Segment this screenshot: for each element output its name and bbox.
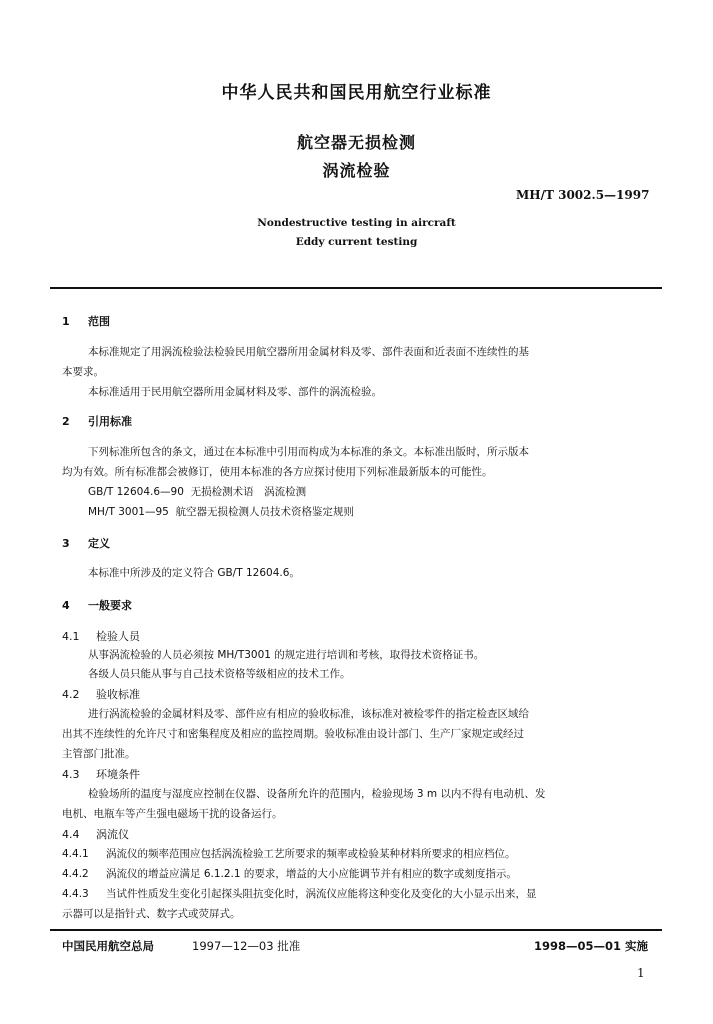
section-number: 3 — [62, 537, 70, 550]
header-divider — [50, 287, 662, 289]
subsection-title: 涡流仪 — [96, 828, 129, 841]
document-title-line1: 航空器无损检测 — [296, 133, 416, 152]
reference-title: 无损检测术语 涡流检测 — [190, 486, 307, 498]
subsection-number: 4.2 — [62, 688, 80, 701]
footer-issuer: 中国民用航空总局 — [62, 939, 154, 953]
section-title: 一般要求 — [88, 599, 132, 612]
subsection-number: 4.3 — [62, 768, 80, 781]
section-title: 定义 — [88, 537, 110, 550]
clause-4-4-3 — [62, 886, 537, 901]
section-title: 引用标准 — [88, 415, 132, 428]
english-title-line2: Eddy current testing — [295, 236, 418, 248]
paragraph-line: 各级人员只能从事与自己技术资格等级相应的技术工作。 — [88, 668, 351, 680]
section-title: 范围 — [88, 315, 110, 328]
clause-text: 涡流仪的频率范围应包括涡流检验工艺所要求的频率或检验某种材料所要求的相应档位。 — [106, 848, 516, 860]
paragraph-line: 进行涡流检验的金属材料及零、部件应有相应的验收标准，该标准对被检零件的指定检查区域给 — [88, 708, 529, 720]
reference-title: 航空器无损检测人员技术资格鉴定规则 — [175, 506, 355, 518]
reference-item — [88, 504, 354, 519]
section-number: 2 — [62, 415, 70, 428]
clause-number: 4.4.3 — [62, 888, 89, 900]
subsection-4-3-heading — [62, 766, 140, 782]
section-number: 1 — [62, 315, 70, 328]
clause-text: 涡流仪的增益应满足 6.1.2.1 的要求，增益的大小应能调节并有相应的数字或刻度指示。 — [106, 868, 517, 880]
subsection-number: 4.4 — [62, 828, 80, 841]
paragraph-line: 主管部门批准。 — [62, 748, 136, 760]
subsection-4-1-heading — [62, 628, 140, 644]
section-1-heading — [62, 313, 110, 329]
reference-code: MH/T 3001—95 — [88, 506, 169, 518]
subsection-title: 环境条件 — [96, 768, 140, 781]
footer-approved-date: 1997—12—03 批准 — [192, 939, 301, 953]
standard-category-title: 中华人民共和国民用航空行业标准 — [221, 83, 492, 103]
clause-text: 当试件性质发生变化引起探头阻抗变化时，涡流仪应能将这种变化及变化的大小显示出来，显 — [106, 888, 537, 900]
section-number: 4 — [62, 599, 70, 612]
clause-4-4-2 — [62, 866, 517, 881]
subsection-4-2-heading — [62, 686, 140, 702]
subsection-number: 4.1 — [62, 630, 80, 643]
section-2-heading — [62, 413, 132, 429]
paragraph-line: 下列标准所包含的条文，通过在本标准中引用而构成为本标准的条文。本标准出版时，所示版本 — [88, 446, 529, 458]
clause-4-4-1 — [62, 846, 516, 861]
english-title-line1: Nondestructive testing in aircraft — [257, 217, 456, 229]
paragraph-line: 电机、电瓶车等产生强电磁场干扰的设备运行。 — [62, 808, 283, 820]
paragraph-line: 均为有效。所有标准都会被修订，使用本标准的各方应探讨使用下列标准最新版本的可能性。 — [62, 466, 493, 478]
section-4-heading — [62, 597, 132, 613]
page-number: 1 — [637, 966, 645, 980]
subsection-title: 检验人员 — [96, 630, 140, 643]
clause-number: 4.4.2 — [62, 868, 89, 880]
paragraph-line: 本要求。 — [62, 366, 104, 378]
footer-effective-date: 1998—05—01 实施 — [534, 939, 649, 953]
standard-number: MH/T 3002.5—1997 — [516, 188, 650, 202]
subsection-4-4-heading — [62, 826, 129, 842]
paragraph-line: 从事涡流检验的人员必须按 MH/T3001 的规定进行培训和考核，取得技术资格证书。 — [88, 649, 485, 661]
paragraph-line: 本标准中所涉及的定义符合 GB/T 12604.6。 — [88, 567, 300, 579]
section-3-heading — [62, 535, 110, 551]
document-title-line2: 涡流检验 — [322, 161, 391, 180]
paragraph-line: 检验场所的温度与湿度应控制在仪器、设备所允许的范围内，检验现场 3 m 以内不得有电动机、发 — [88, 788, 546, 800]
reference-item — [88, 484, 306, 499]
paragraph-line: 示器可以是指针式、数字式或荧屏式。 — [62, 908, 241, 920]
paragraph-line: 出其不连续性的允许尺寸和密集程度及相应的监控周期。验收标准由设计部门、生产厂家规定或经过 — [62, 728, 524, 740]
reference-code: GB/T 12604.6—90 — [88, 486, 184, 498]
paragraph-line: 本标准适用于民用航空器所用金属材料及零、部件的涡流检验。 — [88, 386, 382, 398]
paragraph-line: 本标准规定了用涡流检验法检验民用航空器所用金属材料及零、部件表面和近表面不连续性的基 — [88, 346, 529, 358]
footer-divider — [50, 929, 662, 931]
subsection-title: 验收标准 — [96, 688, 140, 701]
clause-number: 4.4.1 — [62, 848, 89, 860]
